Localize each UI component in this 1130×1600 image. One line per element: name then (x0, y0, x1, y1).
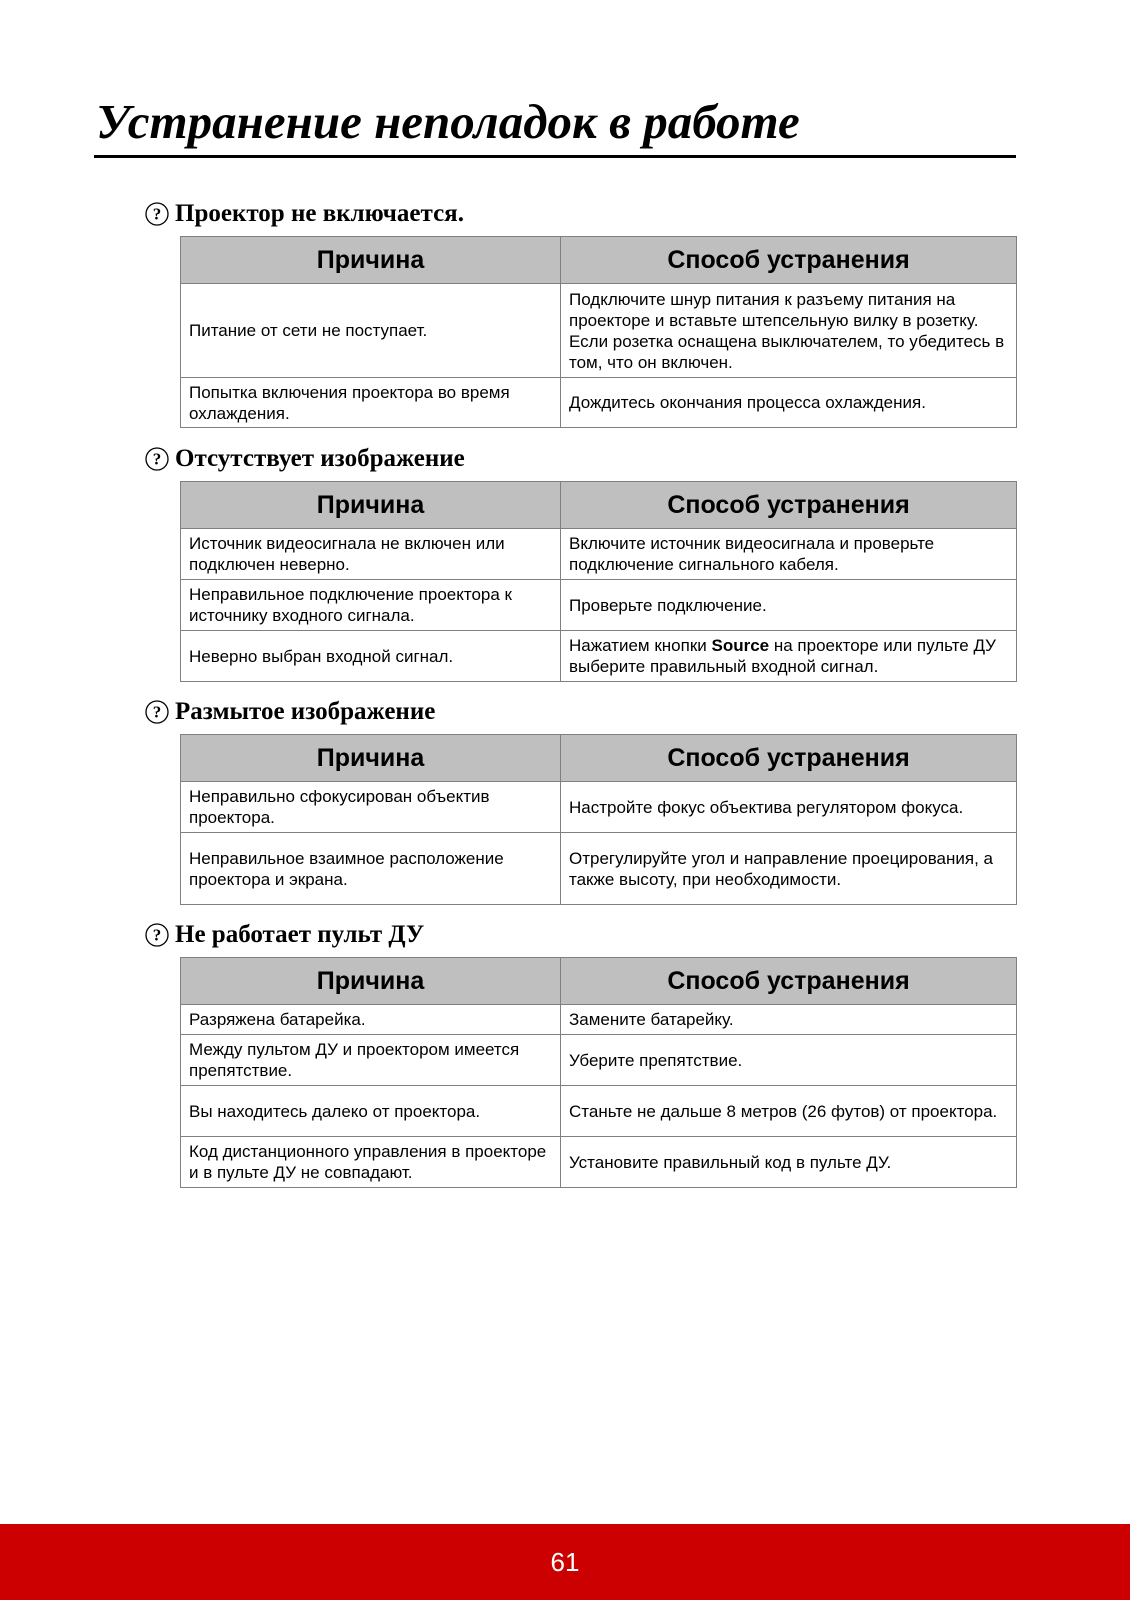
svg-text:?: ? (152, 204, 162, 224)
table-header-row (181, 958, 1017, 1005)
column-header-solution: Способ устранения (561, 958, 1017, 1005)
cause-cell: Неправильное подключение проектора к источнику входного сигнала. (181, 580, 561, 631)
table-header-row (181, 735, 1017, 782)
section-heading (145, 919, 1016, 951)
column-header-solution: Способ устранения (561, 735, 1017, 782)
page-title: Устранение неполадок в работе (96, 94, 800, 149)
column-header-cause: Причина (181, 482, 561, 529)
question-circle-icon (145, 447, 169, 471)
table-row (181, 1035, 1017, 1086)
troubleshooting-table (180, 236, 1017, 428)
section-blurry-image (145, 696, 1016, 905)
solution-cell (561, 631, 1017, 682)
cause-cell: Разряжена батарейка. (181, 1005, 561, 1035)
troubleshooting-table (180, 481, 1017, 682)
source-button-label: Source (711, 636, 770, 655)
troubleshooting-table (180, 957, 1017, 1188)
cause-cell: Между пультом ДУ и проектором имеется препятствие. (181, 1035, 561, 1086)
table-row (181, 284, 1017, 378)
column-header-solution: Способ устранения (561, 237, 1017, 284)
solution-cell: Подключите шнур питания к разъему питания на проекторе и вставьте штепсельную вилку в розетку. Если розетка оснащена выключателем, то убедитесь в том, что он включен. (561, 284, 1017, 378)
cause-cell: Питание от сети не поступает. (181, 284, 561, 378)
column-header-cause: Причина (181, 958, 561, 1005)
solution-cell: Уберите препятствие. (561, 1035, 1017, 1086)
solution-cell: Замените батарейку. (561, 1005, 1017, 1035)
cause-cell: Код дистанционного управления в проекторе и в пульте ДУ не совпадают. (181, 1137, 561, 1188)
table-row (181, 1137, 1017, 1188)
solution-cell: Станьте не дальше 8 метров (26 футов) от проектора. (561, 1086, 1017, 1137)
solution-text-prefix: Нажатием кнопки (569, 636, 712, 655)
section-no-image (145, 443, 1016, 682)
cause-cell: Источник видеосигнала не включен или подключен неверно. (181, 529, 561, 580)
solution-cell: Включите источник видеосигнала и проверьте подключение сигнального кабеля. (561, 529, 1017, 580)
section-heading (145, 696, 1016, 728)
solution-cell: Проверьте подключение. (561, 580, 1017, 631)
table-row (181, 833, 1017, 905)
solution-cell: Дождитесь окончания процесса охлаждения. (561, 378, 1017, 428)
section-heading-text: Отсутствует изображение (175, 445, 465, 472)
solution-cell: Настройте фокус объектива регулятором фокуса. (561, 782, 1017, 833)
cause-cell: Попытка включения проектора во время охлаждения. (181, 378, 561, 428)
cause-cell: Вы находитесь далеко от проектора. (181, 1086, 561, 1137)
table-header-row (181, 482, 1017, 529)
table-row (181, 1005, 1017, 1035)
svg-text:?: ? (152, 449, 162, 469)
question-circle-icon (145, 202, 169, 226)
column-header-cause: Причина (181, 237, 561, 284)
page-number: 61 (550, 1546, 580, 1577)
footer-bar (0, 1524, 1130, 1600)
cause-cell: Неверно выбран входной сигнал. (181, 631, 561, 682)
troubleshooting-table (180, 734, 1017, 905)
column-header-solution: Способ устранения (561, 482, 1017, 529)
table-row (181, 782, 1017, 833)
svg-text:?: ? (152, 702, 162, 722)
section-heading (145, 198, 1016, 230)
table-header-row (181, 237, 1017, 284)
section-heading (145, 443, 1016, 475)
table-row (181, 529, 1017, 580)
solution-cell: Отрегулируйте угол и направление проецирования, а также высоту, при необходимости. (561, 833, 1017, 905)
section-heading-text: Проектор не включается. (175, 200, 464, 227)
title-divider (94, 155, 1016, 158)
svg-text:?: ? (152, 925, 162, 945)
question-circle-icon (145, 700, 169, 724)
section-no-power (145, 198, 1016, 428)
section-heading-text: Размытое изображение (175, 698, 436, 725)
table-row (181, 580, 1017, 631)
cause-cell: Неправильное взаимное расположение проектора и экрана. (181, 833, 561, 905)
solution-cell: Установите правильный код в пульте ДУ. (561, 1137, 1017, 1188)
table-row (181, 1086, 1017, 1137)
solution-text-suffix: на проекторе или пульте ДУ выберите правильный входной сигнал. (569, 636, 996, 676)
table-row (181, 631, 1017, 682)
section-remote-not-working (145, 919, 1016, 1188)
table-row (181, 378, 1017, 428)
question-circle-icon (145, 923, 169, 947)
section-heading-text: Не работает пульт ДУ (175, 921, 425, 948)
column-header-cause: Причина (181, 735, 561, 782)
cause-cell: Неправильно сфокусирован объектив проектора. (181, 782, 561, 833)
